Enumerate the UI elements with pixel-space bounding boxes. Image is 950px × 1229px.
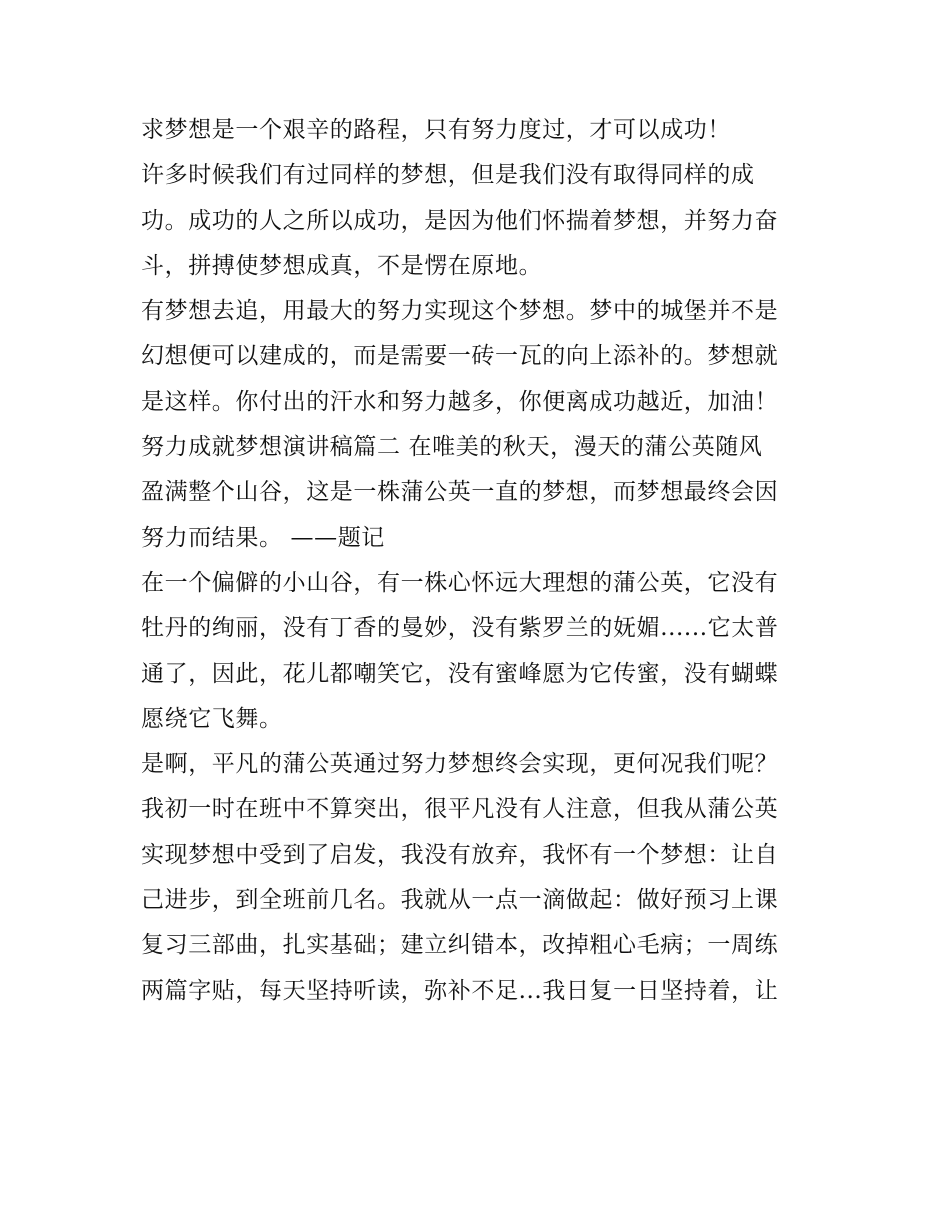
text-line: 我初一时在班中不算突出，很平凡没有人注意，但我从蒲公英 [141, 796, 779, 823]
text-line: 努力成就梦想演讲稿篇二 在唯美的秋天，漫天的蒲公英随风 [141, 434, 763, 461]
text-line: 实现梦想中受到了启发，我没有放弃，我怀有一个梦想：让自 [141, 841, 779, 868]
text-line: 有梦想去追，用最大的努力实现这个梦想。梦中的城堡并不是 [141, 298, 779, 325]
text-line: 两篇字贴，每天坚持听读，弥补不足...我日复一日坚持着，让 [141, 977, 779, 1004]
text-line: 功。成功的人之所以成功，是因为他们怀揣着梦想，并努力奋 [141, 207, 779, 234]
text-line: 盈满整个山谷，这是一株蒲公英一直的梦想，而梦想最终会因 [141, 479, 779, 506]
text-line: 通了，因此，花儿都嘲笑它，没有蜜峰愿为它传蜜，没有蝴蝶 [141, 660, 779, 687]
text-line: 牡丹的绚丽，没有丁香的曼妙，没有紫罗兰的妩媚......它太普 [141, 615, 779, 642]
text-line: 是这样。你付出的汗水和努力越多，你便离成功越近，加油！ [141, 388, 779, 415]
text-line: 在一个偏僻的小山谷，有一株心怀远大理想的蒲公英，它没有 [141, 569, 779, 596]
text-line: 愿绕它飞舞。 [141, 705, 283, 732]
text-line: 努力而结果。 ——题记 [141, 524, 385, 551]
text-line: 己进步，到全班前几名。我就从一点一滴做起：做好预习上课 [141, 887, 779, 914]
text-line: 幻想便可以建成的，而是需要一砖一瓦的向上添补的。梦想就 [141, 343, 779, 370]
text-line: 斗，拼搏使梦想成真，不是愣在原地。 [141, 252, 543, 279]
text-line: 求梦想是一个艰辛的路程，只有努力度过，才可以成功！ [141, 117, 731, 143]
text-line: 许多时候我们有过同样的梦想，但是我们没有取得同样的成 [141, 162, 755, 189]
document-body [141, 108, 813, 1014]
text-line: 是啊，平凡的蒲公英通过努力梦想终会实现，更何况我们呢？ [141, 751, 779, 778]
text-line: 复习三部曲，扎实基础；建立纠错本，改掉粗心毛病；一周练 [141, 932, 779, 959]
